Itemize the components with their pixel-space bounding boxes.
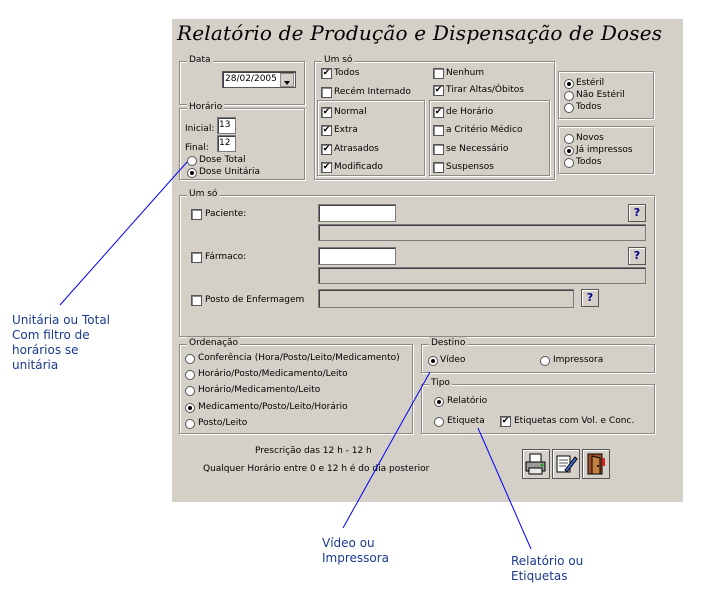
tirar-altas-checkbox[interactable]: ✔ <box>434 85 443 95</box>
horario-info: Qualquer Horário entre 0 e 12 h é do dia posterior <box>203 464 430 474</box>
atrasados-label: Atrasados <box>334 144 379 154</box>
relatorio-pointer-line <box>478 428 531 549</box>
inicial-label: Inicial: <box>185 124 215 134</box>
extra-checkbox[interactable]: ✔ <box>322 125 331 135</box>
date-value: 28/02/2005 <box>225 74 277 84</box>
se-necessario-label: se Necessário <box>446 144 509 154</box>
paciente-label: Paciente: <box>205 209 247 219</box>
impressora-label: Impressora <box>553 355 604 365</box>
etiquetas-vol-checkbox[interactable]: ✔ <box>501 416 510 426</box>
extra-label: Extra <box>334 125 358 135</box>
help-icon: ? <box>633 206 641 219</box>
um-so-selection-legend: Um só <box>189 189 218 199</box>
video-label: Vídeo <box>440 355 466 365</box>
help-icon: ? <box>633 249 641 262</box>
destino-legend: Destino <box>431 338 466 348</box>
tirar-altas-label: Tirar Altas/Óbitos <box>446 85 524 95</box>
de-horario-checkbox[interactable]: ✔ <box>434 107 443 117</box>
ordenacao-legend: Ordenação <box>189 338 239 348</box>
novos-todos-label: Todos <box>576 157 602 167</box>
atrasados-checkbox[interactable]: ✔ <box>322 144 331 154</box>
tipo-legend: Tipo <box>431 378 450 388</box>
video-pointer-line <box>343 372 430 528</box>
recem-internado-label: Recém Internado <box>334 87 411 97</box>
help-icon: ? <box>586 291 594 304</box>
unitaria-note-line-1: Unitária ou Total <box>12 313 111 327</box>
relatorio-note-line-1: Relatório ou <box>511 554 584 568</box>
unitaria-note-line-4: unitária <box>12 358 59 372</box>
etiquetas-vol-label: Etiquetas com Vol. e Conc. <box>514 416 635 426</box>
relatorio-note <box>511 554 583 584</box>
window-title: Relatório de Produção e Dispensação de Doses <box>177 21 663 45</box>
normal-label: Normal <box>334 107 367 117</box>
video-note-line-2: Impressora <box>322 551 390 565</box>
horario-legend: Horário <box>189 102 223 112</box>
ja-impressos-label: Já impressos <box>576 145 633 155</box>
esteril-label: Estéril <box>576 78 605 88</box>
final-value: 12 <box>219 138 231 148</box>
dose-unitaria-label: Dose Unitária <box>199 167 261 177</box>
video-note-line-1: Vídeo ou <box>322 536 375 550</box>
ordenacao-label-5: Posto/Leito <box>198 418 248 428</box>
prescricao-info: Prescrição das 12 h - 12 h <box>255 446 372 456</box>
relatorio-label: Relatório <box>447 396 488 406</box>
nenhum-label: Nenhum <box>446 68 485 78</box>
um-so-legend: Um só <box>324 55 353 65</box>
farmaco-label: Fármaco: <box>205 252 247 262</box>
nao-esteril-label: Não Estéril <box>576 90 625 100</box>
final-label: Final: <box>185 143 209 153</box>
video-note <box>322 536 389 566</box>
posto-label: Posto de Enfermagem <box>205 295 305 305</box>
unitaria-pointer-line <box>60 162 187 305</box>
etiqueta-label: Etiqueta <box>447 416 485 426</box>
todos-label: Todos <box>334 68 360 78</box>
novos-label: Novos <box>576 133 604 143</box>
dose-total-label: Dose Total <box>199 155 246 165</box>
ordenacao-label-2: Horário/Posto/Medicamento/Leito <box>198 369 348 379</box>
todos-checkbox[interactable]: ✔ <box>322 68 331 78</box>
a-criterio-label: a Critério Médico <box>446 125 523 135</box>
unitaria-note <box>12 313 110 373</box>
esteril-todos-label: Todos <box>576 102 602 112</box>
ordenacao-label-1: Conferência (Hora/Posto/Leito/Medicamento) <box>198 353 400 363</box>
normal-checkbox[interactable]: ✔ <box>322 107 331 117</box>
de-horario-label: de Horário <box>446 107 494 117</box>
unitaria-note-line-3: horários se <box>12 343 79 357</box>
ordenacao-label-4: Medicamento/Posto/Leito/Horário <box>198 402 348 412</box>
unitaria-note-line-2: Com filtro de <box>12 328 90 342</box>
data-legend: Data <box>189 55 211 65</box>
inicial-value: 13 <box>219 120 231 130</box>
modificado-label: Modificado <box>334 162 383 172</box>
modificado-checkbox[interactable]: ✔ <box>322 162 331 172</box>
ordenacao-label-3: Horário/Medicamento/Leito <box>198 385 321 395</box>
relatorio-note-line-2: Etiquetas <box>511 569 568 583</box>
suspensos-label: Suspensos <box>446 162 494 172</box>
